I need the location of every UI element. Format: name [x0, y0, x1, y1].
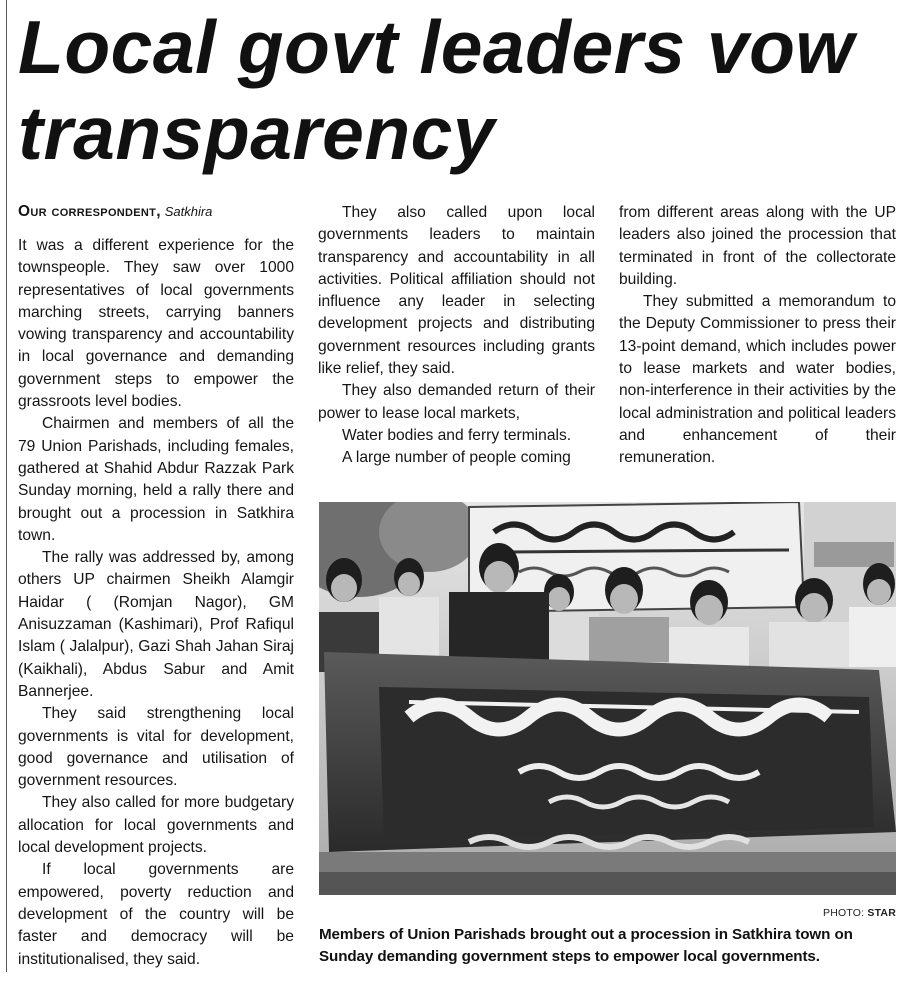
article-column-3: [619, 202, 896, 470]
paragraph: Chairmen and members of all the 79 Union Parishads, including females, gathered at Shahid Abdur Razzak Park Sunday morning, held a rally there and brought out a procession in Satkhira town.: [18, 415, 294, 544]
paragraph: They also called upon local governments leaders to maintain transparency and accountability in all activities. Political affiliation should not influence any leader in selecting development projects and distributing government resources including grants like relief, they said.: [318, 204, 595, 378]
headline: Local govt leaders vow transparency: [18, 5, 855, 175]
article-column-1: [18, 202, 294, 971]
procession-photo-illustration: [319, 502, 896, 895]
byline-place: Satkhira: [164, 204, 213, 219]
paragraph: A large number of people coming: [342, 449, 571, 467]
byline-name: Our correspondent,: [18, 203, 161, 220]
paragraph: They also demanded return of their power to lease local markets,: [318, 382, 595, 422]
paragraph: They said strengthening local governments is vital for development, good governance and utilisation of government resources.: [18, 705, 294, 790]
photo-caption: Members of Union Parishads brought out a procession in Satkhira town on Sunday demanding government steps to empower local governments.: [319, 926, 853, 965]
paragraph: The rally was addressed by, among others UP chairmen Sheikh Alamgir Haidar ( (Romjan Nagor), GM Anisuzzaman (Kashimari), Prof Rafiqul Islam ( Jalalpur), Gazi Shah Jahan Siraj (Kaikhali), Abdus Sabur and Amit Bannerjee.: [18, 549, 294, 700]
paragraph: Water bodies and ferry terminals.: [342, 426, 572, 444]
photo-credit-source: STAR: [867, 907, 896, 919]
paragraph: If local governments are empowered, poverty reduction and development of the country will be faster and democracy will be institutionalised, they said.: [18, 861, 294, 968]
news-photo: [319, 502, 896, 895]
paragraph: They submitted a memorandum to the Deputy Commissioner to press their 13-point demand, which includes power to lease markets and water bodies, non-interference in their activities by the local administration and political leaders and enhancement of their remuneration.: [619, 293, 896, 467]
paragraph: They also called for more budgetary allocation for local governments and local development projects.: [18, 794, 294, 857]
byline: [18, 202, 294, 221]
paragraph: from different areas along with the UP leaders also joined the procession that terminated in front of the collectorate building.: [619, 204, 896, 288]
paragraph: It was a different experience for the townspeople. They saw over 1000 representatives of local governments marching streets, carrying banners vowing transparency and accountability in local governance and demanding government steps to empower the grassroots level bodies.: [18, 237, 294, 411]
photo-credit: [823, 907, 896, 919]
photo-credit-label: PHOTO:: [823, 907, 865, 919]
article-column-2: [318, 202, 595, 470]
column-rule: [6, 0, 7, 972]
